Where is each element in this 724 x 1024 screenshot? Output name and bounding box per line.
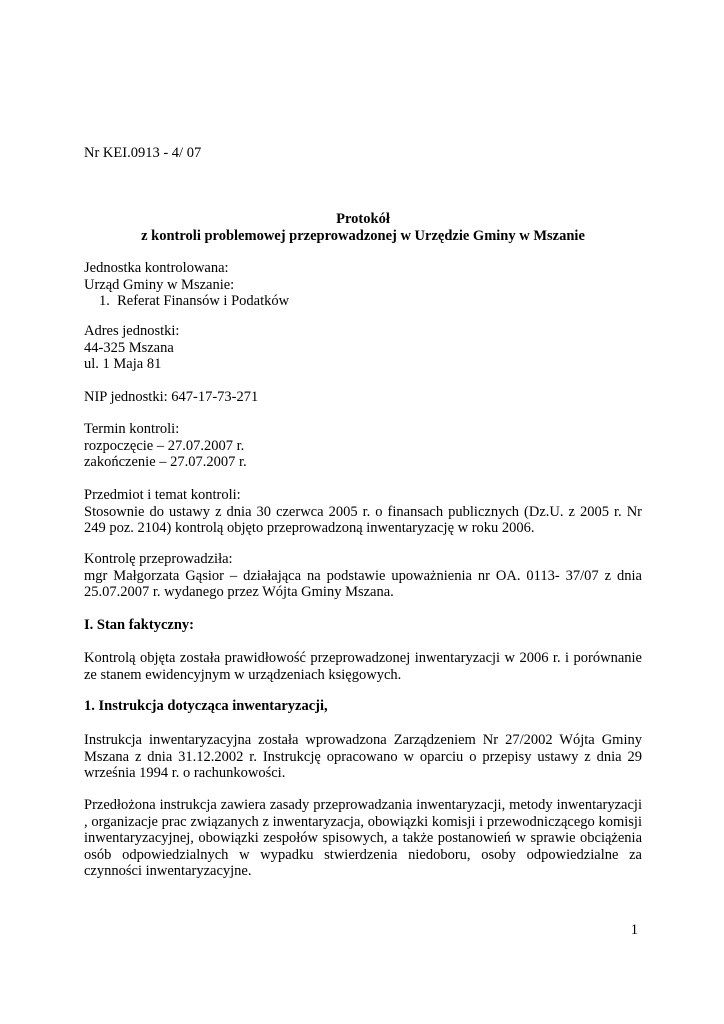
unit-list-item (84, 293, 642, 310)
unit-label: Jednostka kontrolowana: (84, 260, 229, 276)
title-subheading: z kontroli problemowej przeprowadzonej w Urzędzie Gminy w Mszanie (141, 227, 585, 244)
document-title (84, 211, 642, 244)
term-start: rozpoczęcie – 27.07.2007 r. (84, 437, 245, 454)
unit-address (84, 323, 642, 373)
address-label: Adres jednostki: (84, 323, 180, 339)
unit-list-number: 1. (99, 293, 110, 309)
control-term (84, 421, 642, 471)
document-number: Nr KEI.0913 - 4/ 07 (84, 145, 202, 161)
address-street: ul. 1 Maja 81 (84, 356, 162, 372)
title-heading: Protokół (336, 211, 390, 227)
address-postal: 44-325 Mszana (84, 339, 174, 356)
unit-name: Urząd Gminy w Mszanie: (84, 276, 235, 293)
subsection-1-paragraph-2: Przedłożona instrukcja zawiera zasady przeprowadzania inwentaryzacji, metody inwentaryzacji , organizacje prac związanych z inwentaryzacja, obowiązki komisji i przewodniczącego komisji inwentaryzacyjnej, obowiązki zespołów spisowych, a także postanowień w sprawie obciążenia osób odpowiedzialnych w wypadku stwierdzenia niedoboru, osoby odpowiedzialne za czynności inwentaryzacyjne. (84, 797, 642, 879)
control-inspector (84, 551, 642, 601)
term-end: zakończenie – 27.07.2007 r. (84, 454, 247, 470)
unit-nip: NIP jednostki: 647-17-73-271 (84, 389, 259, 405)
subject-label: Przedmiot i temat kontroli: (84, 487, 241, 503)
term-label: Termin kontroli: (84, 421, 180, 437)
inspector-label: Kontrolę przeprowadziła: (84, 551, 233, 567)
subject-text: Stosownie do ustawy z dnia 30 czerwca 2005 r. o finansach publicznych (Dz.U. z 2005 r. Nr 249 poz. 2104) kontrolą objęto przeprowadzoną inwentaryzację w roku 2006. (84, 503, 642, 536)
subsection-1-paragraph-1: Instrukcja inwentaryzacyjna została wprowadzona Zarządzeniem Nr 27/2002 Wójta Gminy Mszana z dnia 31.12.2002 r. Instrukcję opracowano w oparciu o przepisy ustawy z dnia 29 września 1994 r. o rachunkowości. (84, 732, 642, 781)
controlled-unit (84, 260, 642, 310)
section-1-text: Kontrolą objęta została prawidłowość przeprowadzonej inwentaryzacji w 2006 r. i porównanie ze stanem ewidencyjnym w urządzeniach księgowych. (84, 650, 642, 683)
section-1-heading: I. Stan faktyczny: (84, 617, 194, 633)
subsection-1-heading: 1. Instrukcja dotycząca inwentaryzacji, (84, 698, 328, 714)
unit-list-text: Referat Finansów i Podatków (117, 293, 290, 309)
page-number: 1 (630, 922, 638, 938)
document-page (84, 0, 642, 1024)
control-subject (84, 487, 642, 537)
inspector-text: mgr Małgorzata Gąsior – działająca na podstawie upoważnienia nr OA. 0113- 37/07 z dnia 25.07.2007 r. wydanego przez Wójta Gminy Mszana. (84, 567, 642, 600)
